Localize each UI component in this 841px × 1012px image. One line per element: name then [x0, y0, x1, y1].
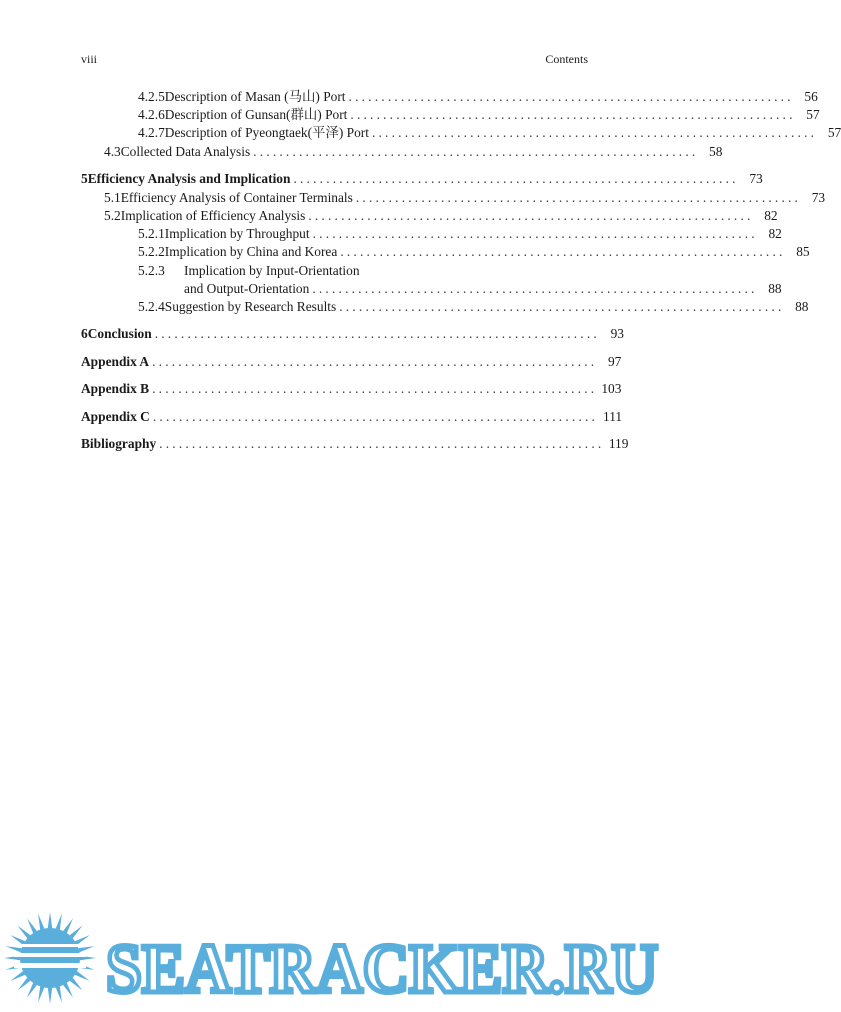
dot-leader: ....................................................................: [159, 436, 605, 451]
toc-chapter-5: [81, 170, 763, 188]
sun-ray: [10, 971, 25, 981]
page-header: [81, 52, 588, 68]
sun-ray: [78, 946, 94, 952]
sun-ray: [38, 914, 44, 930]
toc-number: 5.2.3: [138, 263, 165, 278]
toc-title: Efficiency Analysis and Implication: [87, 171, 291, 186]
sun-ray: [48, 988, 52, 1004]
toc-page: 56: [804, 89, 818, 104]
toc-entry-4-2-6: [138, 106, 820, 124]
toc-appendix-c: [81, 408, 623, 426]
sun-ray: [6, 946, 22, 952]
dot-leader: ....................................................................: [312, 281, 758, 296]
running-title: Contents: [545, 52, 588, 66]
toc-page: 119: [608, 436, 629, 451]
toc-page: 82: [768, 226, 782, 241]
sun-ray: [75, 971, 90, 981]
sun-ray: [18, 926, 31, 939]
dot-leader: ....................................................................: [152, 354, 598, 369]
toc-page: 93: [610, 326, 624, 341]
toc-entry-4-2-5: [138, 88, 818, 106]
toc-title: Implication by Input-Orientation: [184, 263, 360, 278]
toc-title: Appendix A: [81, 354, 150, 369]
watermark-text: SEATRACKER.RU: [106, 931, 658, 1008]
sun-ray: [63, 983, 73, 998]
toc-page: 58: [709, 144, 723, 159]
toc-number: 5.1: [104, 190, 121, 205]
toc-number: 5.2: [104, 208, 121, 223]
toc-page: 57: [827, 125, 841, 140]
toc-page: 88: [795, 299, 809, 314]
watermark: [0, 900, 668, 1012]
toc-number: 4.3: [104, 144, 121, 159]
toc-entry-5-1: [104, 189, 826, 207]
toc-entry-4-2-7: [138, 124, 841, 142]
toc-title: Appendix B: [81, 381, 150, 396]
toc-page: 88: [768, 281, 782, 296]
toc-page: 85: [796, 244, 810, 259]
toc-title: Implication by Throughput: [164, 226, 310, 241]
toc-title: Description of Masan (马山) Port: [164, 89, 346, 104]
page-number-roman: viii: [81, 52, 98, 66]
dot-leader: ....................................................................: [152, 381, 598, 396]
toc-entry-4-3: [104, 143, 723, 161]
toc-page: 73: [811, 190, 826, 205]
toc-entry-5-2-3-line2: [184, 280, 782, 298]
toc-chapter-6: [81, 325, 624, 343]
toc-title: Implication by China and Korea: [164, 244, 338, 259]
toc-entry-5-2-4: [138, 298, 809, 316]
toc-title: Suggestion by Research Results: [164, 299, 337, 314]
toc-number: 4.2.5: [138, 89, 165, 104]
toc-title: Description of Gunsan(群山) Port: [164, 107, 348, 122]
sun-ray: [56, 986, 62, 1002]
toc-bibliography: [81, 435, 629, 453]
toc-number: 5.2.1: [138, 226, 165, 241]
sun-ray: [70, 978, 83, 991]
sun-ray: [63, 918, 73, 933]
dot-leader: ....................................................................: [339, 299, 785, 314]
sun-ray: [38, 986, 44, 1002]
toc-entry-5-2-3-line1: [138, 262, 588, 280]
sun-ray: [70, 926, 83, 939]
dot-leader: ....................................................................: [312, 226, 758, 241]
toc-page: 97: [607, 354, 622, 369]
toc-page: 57: [806, 107, 820, 122]
toc-number: 5.2.2: [138, 244, 165, 259]
sun-ray: [18, 978, 31, 991]
dot-leader: ....................................................................: [293, 171, 739, 186]
toc-entry-5-2: [104, 207, 778, 225]
toc-page: 73: [749, 171, 763, 186]
dot-leader: ....................................................................: [253, 144, 699, 159]
dot-leader: ....................................................................: [154, 326, 600, 341]
sunburst-logo-icon: [4, 912, 96, 1004]
toc-number: 5: [81, 171, 88, 186]
toc-page: 111: [603, 409, 623, 424]
toc-appendix-a: [81, 353, 622, 371]
sun-ray: [27, 918, 37, 933]
sun-ray: [56, 914, 62, 930]
dot-leader: ....................................................................: [308, 208, 754, 223]
sun-ray: [10, 935, 25, 945]
toc-entry-5-2-2: [138, 243, 810, 261]
toc-page: 103: [601, 381, 622, 396]
dot-leader: ....................................................................: [355, 190, 802, 205]
toc-title: Conclusion: [87, 326, 152, 341]
sun-ray: [48, 912, 52, 928]
toc-page: 82: [764, 208, 778, 223]
toc-title: Collected Data Analysis: [120, 144, 251, 159]
toc-entry-5-2-1: [138, 225, 782, 243]
toc-title-continued: and Output-Orientation: [184, 281, 310, 296]
toc-appendix-b: [81, 380, 622, 398]
toc-title: Appendix C: [81, 409, 150, 424]
toc-title: Description of Pyeongtaek(平泽) Port: [164, 125, 369, 140]
dot-leader: ....................................................................: [350, 107, 796, 122]
toc-number: 4.2.6: [138, 107, 165, 122]
sun-ray: [27, 983, 37, 998]
dot-leader: ....................................................................: [348, 89, 794, 104]
dot-leader: ....................................................................: [371, 125, 818, 140]
dot-leader: ....................................................................: [152, 409, 599, 424]
toc-number: 4.2.7: [138, 125, 165, 140]
dot-leader: ....................................................................: [340, 244, 786, 259]
toc-title: Efficiency Analysis of Container Terminals: [120, 190, 353, 205]
toc-title: Bibliography: [81, 436, 157, 451]
toc-number: 6: [81, 326, 88, 341]
toc-title: Implication of Efficiency Analysis: [120, 208, 306, 223]
toc-number: 5.2.4: [138, 299, 165, 314]
sun-ray: [75, 935, 90, 945]
